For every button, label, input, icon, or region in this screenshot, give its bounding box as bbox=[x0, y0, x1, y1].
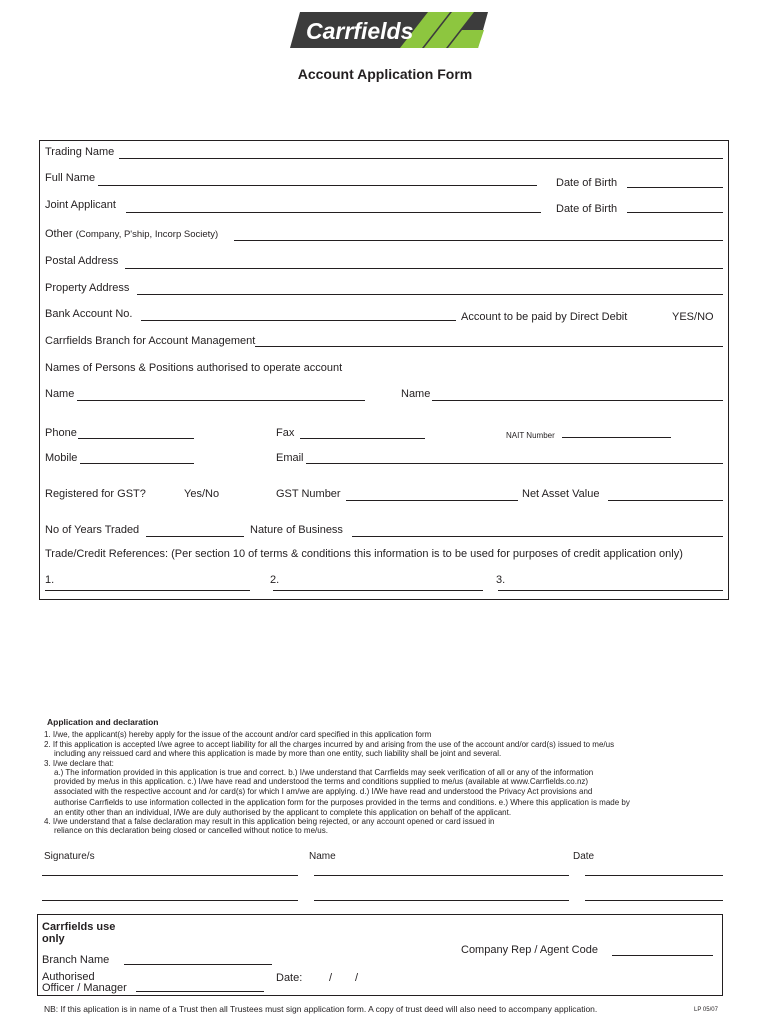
nature-of-business-label: Nature of Business bbox=[250, 524, 343, 536]
declaration-item-1: 1. I/we, the applicant(s) hereby apply for the issue of the account and/or card specified in this application form bbox=[44, 730, 432, 740]
signature-date-field-1[interactable] bbox=[585, 875, 723, 876]
nait-number-field[interactable] bbox=[562, 437, 671, 438]
years-traded-label: No of Years Traded bbox=[45, 524, 140, 536]
company-rep-label: Company Rep / Agent Code bbox=[461, 944, 598, 956]
phone-field[interactable] bbox=[78, 438, 194, 439]
declaration-item-2: 2. If this application is accepted I/we agree to accept liability for all the charges incurred by and arising from the use of the account and/or card(s) issued to me/us bbox=[44, 739, 615, 749]
reference-1-field[interactable] bbox=[45, 590, 250, 591]
authorised-name-2-label: Name bbox=[401, 388, 431, 400]
fax-label: Fax bbox=[276, 427, 295, 439]
authorised-name-2-field[interactable] bbox=[432, 400, 723, 401]
branch-name-label: Branch Name bbox=[42, 954, 110, 966]
direct-debit-options[interactable]: YES/NO bbox=[672, 311, 714, 323]
signature-name-field-2[interactable] bbox=[314, 900, 569, 901]
property-address-field[interactable] bbox=[137, 294, 723, 295]
bank-account-field[interactable] bbox=[141, 320, 456, 321]
declaration-item-3: 3. I/we declare that: bbox=[44, 758, 114, 768]
date-of-birth-label: Date of Birth bbox=[556, 177, 618, 189]
signature-name-field-1[interactable] bbox=[314, 875, 569, 876]
joint-date-of-birth-label: Date of Birth bbox=[556, 203, 618, 215]
declaration-item-3a: a.) The information provided in this application is true and correct. b.) I/we understand that Carrfields may seek verification of all or any of the information bbox=[54, 768, 594, 778]
net-asset-value-label: Net Asset Value bbox=[522, 488, 600, 500]
other-label-text: Other bbox=[45, 228, 73, 240]
reference-1-label: 1. bbox=[45, 574, 55, 586]
date-of-birth-field[interactable] bbox=[627, 187, 723, 188]
declaration-item-4: 4. I/we understand that a false declaration may result in this application being rejected, or any account opened or card issued in bbox=[44, 817, 495, 827]
authorised-officer-label-2: Officer / Manager bbox=[42, 982, 127, 994]
email-field[interactable] bbox=[306, 463, 723, 464]
declaration-item-3b: provided by me/us in this application. c.) I/we have read and understood the terms and conditions supplied to me/us (available at www.Carrfields.co.nz) bbox=[54, 777, 589, 787]
trade-references-label: Trade/Credit References: (Per section 10 of terms & conditions this information is to be used for purposes of credit application only) bbox=[45, 548, 683, 560]
joint-applicant-label: Joint Applicant bbox=[45, 199, 116, 211]
joint-date-of-birth-field[interactable] bbox=[627, 212, 723, 213]
years-traded-field[interactable] bbox=[146, 536, 244, 537]
declaration-heading: Application and declaration bbox=[47, 717, 159, 727]
signature-name-label: Name bbox=[309, 851, 336, 862]
other-hint: (Company, P'ship, Incorp Society) bbox=[75, 229, 219, 240]
mobile-field[interactable] bbox=[80, 463, 194, 464]
bank-account-label: Bank Account No. bbox=[45, 308, 133, 320]
direct-debit-label: Account to be paid by Direct Debit bbox=[461, 311, 628, 323]
authorised-officer-label-1: Authorised bbox=[42, 971, 95, 983]
signature-date-label: Date bbox=[573, 851, 595, 862]
office-use-heading-1: Carrfields use bbox=[42, 921, 116, 933]
full-name-field[interactable] bbox=[98, 185, 537, 186]
office-use-heading-2: only bbox=[42, 933, 65, 945]
nature-of-business-field[interactable] bbox=[352, 536, 723, 537]
office-date-slash-1: / bbox=[329, 972, 333, 984]
full-name-label: Full Name bbox=[45, 172, 96, 184]
branch-management-label: Carrfields Branch for Account Management bbox=[45, 335, 256, 347]
mobile-label: Mobile bbox=[45, 452, 78, 464]
net-asset-value-field[interactable] bbox=[608, 500, 723, 501]
signature-date-field-2[interactable] bbox=[585, 900, 723, 901]
reference-3-field[interactable] bbox=[498, 590, 723, 591]
trading-name-field[interactable] bbox=[119, 158, 723, 159]
fax-field[interactable] bbox=[300, 438, 425, 439]
authorised-name-1-label: Name bbox=[45, 388, 75, 400]
property-address-label: Property Address bbox=[45, 282, 130, 294]
office-date-slash-2: / bbox=[355, 972, 359, 984]
declaration-item-3d: authorise Carrfields to use information collected in the application form for the purposes provided in the terms and conditions. e.) Where this application is made by bbox=[54, 798, 630, 808]
branch-management-field[interactable] bbox=[255, 346, 723, 347]
trading-name-label: Trading Name bbox=[45, 146, 115, 158]
gst-registered-label: Registered for GST? bbox=[45, 488, 146, 500]
declaration-item-2-cont: including any reissued card and where this application is made by more than one entity, such liability shall be joint and several. bbox=[54, 749, 502, 759]
form-title: Account Application Form bbox=[297, 66, 473, 82]
declaration-item-4-cont: reliance on this declaration being closed or cancelled without notice to me/us. bbox=[54, 826, 328, 836]
gst-number-label: GST Number bbox=[276, 488, 341, 500]
signature-label: Signature/s bbox=[44, 851, 95, 862]
gst-registered-options[interactable]: Yes/No bbox=[184, 488, 220, 500]
joint-applicant-field[interactable] bbox=[126, 212, 541, 213]
declaration-item-3c: associated with the respective account and /or card(s) for which I am/we are applying. d.) I/We have read and understood the Privacy Act provisions and bbox=[54, 786, 593, 796]
declaration-item-3e: an entity other than an individual, I/We are duly authorised by the applicant to complete this application on behalf of the applicant. bbox=[54, 807, 512, 817]
logo-wordmark: Carrfields bbox=[306, 18, 414, 44]
persons-heading: Names of Persons & Positions authorised to operate account bbox=[45, 362, 343, 374]
other-label bbox=[45, 228, 218, 241]
carrfields-logo bbox=[290, 12, 488, 48]
other-field[interactable] bbox=[234, 240, 723, 241]
signature-field-2[interactable] bbox=[42, 900, 298, 901]
form-code: LP 05/07 bbox=[694, 1007, 718, 1013]
phone-label: Phone bbox=[45, 427, 77, 439]
signature-field-1[interactable] bbox=[42, 875, 298, 876]
email-label: Email bbox=[276, 452, 304, 464]
company-rep-field[interactable] bbox=[612, 955, 713, 956]
postal-address-label: Postal Address bbox=[45, 255, 119, 267]
gst-number-field[interactable] bbox=[346, 500, 518, 501]
authorised-name-1-field[interactable] bbox=[77, 400, 365, 401]
authorised-officer-field[interactable] bbox=[136, 991, 264, 992]
reference-2-label: 2. bbox=[270, 574, 280, 586]
reference-2-field[interactable] bbox=[273, 590, 483, 591]
declaration-section bbox=[30, 718, 730, 836]
postal-address-field[interactable] bbox=[125, 268, 723, 269]
branch-name-field[interactable] bbox=[124, 964, 272, 965]
office-date-label: Date: bbox=[276, 972, 303, 984]
reference-3-label: 3. bbox=[496, 574, 506, 586]
trust-note: NB: If this aplication is in name of a Trust then all Trustees must sign application form. A copy of trust deed will also need to accompany application. bbox=[44, 1004, 598, 1014]
nait-number-label: NAIT Number bbox=[506, 431, 555, 440]
